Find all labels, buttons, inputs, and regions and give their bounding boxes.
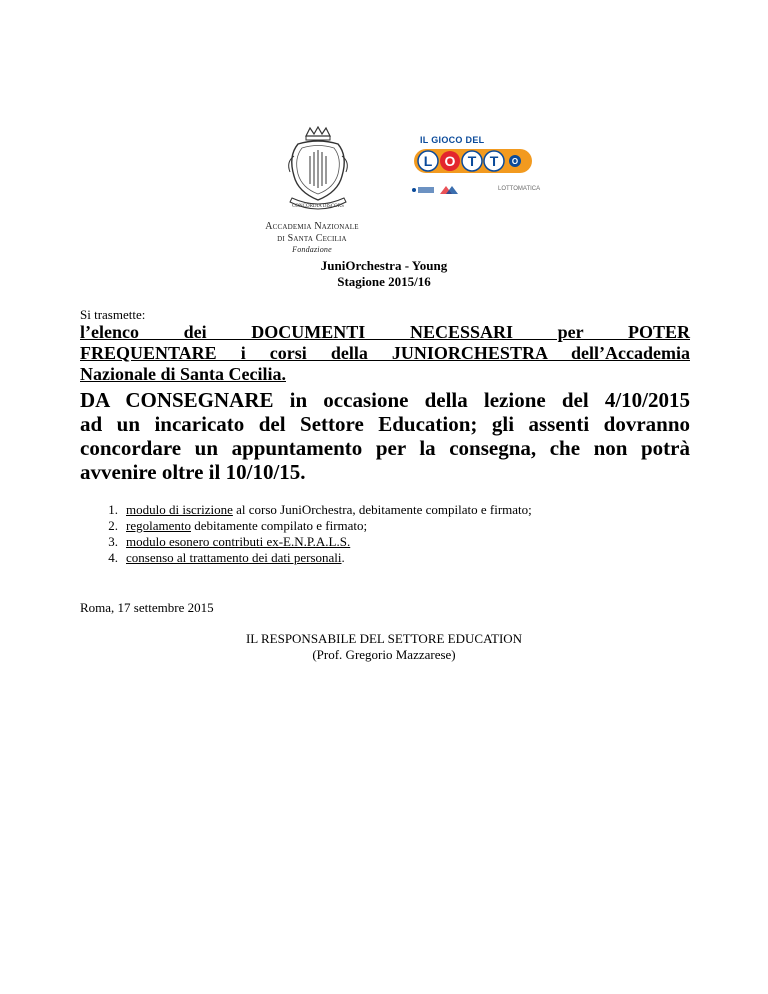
list-item-text: debitamente compilato e firmato; [190,518,368,533]
accademia-name [236,221,388,255]
list-item [80,550,700,566]
deadline-line4: avvenire oltre il 10/10/15. [80,460,306,484]
list-item-number: 1. [108,502,118,517]
lotto-letter-1: L [423,153,433,169]
page-header [0,258,768,290]
documents-heading-line2: FREQUENTARE i corsi della JUNIORCHESTRA dell’Accademia [80,343,690,363]
deadline-line3: concordare un appuntamento per la consegna, che non potrà [80,436,690,460]
accademia-name-line2: di Santa Cecilia [277,233,347,244]
date-line: Roma, 17 settembre 2015 [80,600,214,615]
documents-heading-line3: Nazionale di Santa Cecilia. [80,364,286,384]
accademia-logo [236,126,388,256]
lotto-logo [400,133,550,203]
list-item-number: 3. [108,534,118,549]
lottomatica-sponsor: LOTTOMATICA [498,186,541,192]
documents-heading-line1: l’elenco dei DOCUMENTI NECESSARI per POTER [80,322,690,342]
list-item [80,534,700,550]
deadline-line1: DA CONSEGNARE in occasione della lezione del 4/10/2015 [80,388,690,412]
document-link-modulo-esonero[interactable]: modulo esonero contributi ex-E.N.P.A.L.S. [126,534,351,549]
list-item-number: 2. [108,518,118,533]
document-link-consenso[interactable]: consenso al trattamento dei dati personali [126,550,342,565]
document-link-regolamento[interactable]: regolamento [126,518,191,533]
lotto-letter-2: O [444,153,456,169]
lotto-title: IL GIOCO DEL [420,135,485,145]
accademia-name-line3: Fondazione [292,245,332,254]
signature-title: IL RESPONSABILE DEL SETTORE EDUCATION [245,631,523,646]
list-item [80,502,700,518]
lotto-letter-5: O [511,157,519,166]
crest-motto: CONCORDIA DISCORS [292,204,344,209]
list-item [80,518,700,534]
documents-heading [80,322,690,385]
deadline-line2: ad un incaricato del Settore Education; gli assenti dovranno [80,412,690,436]
signature-name: (Prof. Gregorio Mazzarese) [312,647,456,662]
accademia-name-line1: Accademia Nazionale [265,221,359,232]
deadline-notice [80,388,690,484]
signature-block [0,631,768,663]
intro-text: Si trasmette: [80,307,146,322]
list-item-text: al corso JuniOrchestra, debitamente compilato e firmato; [232,502,532,517]
documents-list [80,502,700,566]
lotto-balls-icon [414,147,532,175]
lotto-letter-3: T [467,153,477,169]
list-item-text: . [341,550,345,565]
list-item-number: 4. [108,550,118,565]
header-title: JuniOrchestra - Young [320,258,448,273]
header-season: Stagione 2015/16 [337,274,431,289]
document-link-modulo-iscrizione[interactable]: modulo di iscrizione [126,502,233,517]
accademia-crest-icon [268,126,368,218]
lotto-letter-4: T [489,153,499,169]
